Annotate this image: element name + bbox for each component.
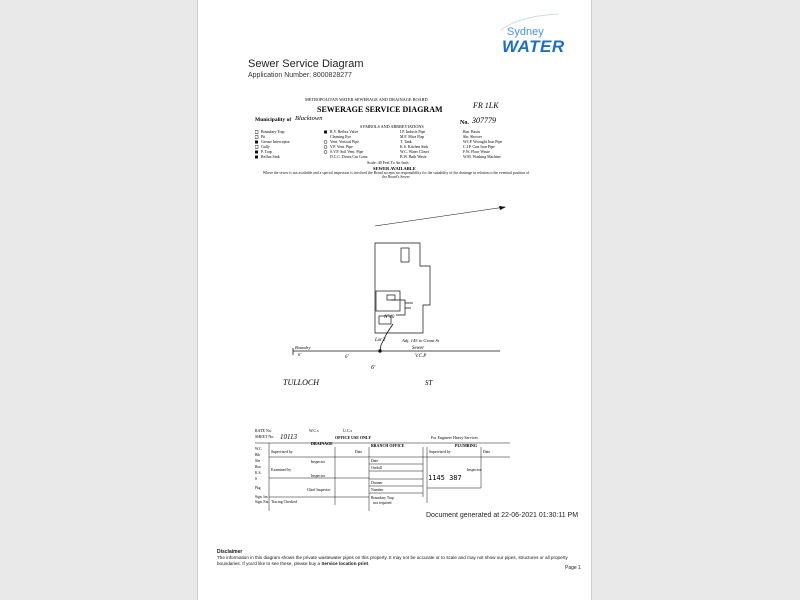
municipality-value: Blacktown xyxy=(295,115,323,122)
number-value: 307779 xyxy=(472,116,496,125)
row-label-8: Sign. Ent xyxy=(255,500,269,504)
row-label-0: W.C. xyxy=(255,447,263,451)
page-number: Page 1 xyxy=(565,565,581,571)
symbol-col2-1: Cleaning Eye xyxy=(330,135,352,139)
disclaimer-text: The information in this diagram shows the private wastewater pipes on this property. It may not be accurate or to scale and may not show our pipes, structures or all property boundaries. If you'd like to see these, please buy a Service location print. xyxy=(217,555,568,566)
branch-office: BRANCH OFFICE xyxy=(371,443,405,448)
number-label: No. xyxy=(460,120,469,126)
symbol-col1-0: Boundary Trap xyxy=(261,130,285,134)
lot-label: N°40 xyxy=(384,315,395,320)
logo-sydney-text: Sydney xyxy=(507,26,544,38)
symbol-col3-3: K.S. Kitchen Sink xyxy=(400,145,429,149)
row-label-6: Pkg xyxy=(255,486,261,490)
symbol-col3-5: B.W. Bath Waste xyxy=(400,155,427,159)
symbol-col3-0: I.P. Inducts Pipe xyxy=(400,130,426,134)
sewer-available: SEWER AVAILABLE xyxy=(373,166,416,171)
street-name: TULLOCH xyxy=(283,378,320,387)
adjoining-note: Adj. 145 to Grant St xyxy=(402,338,440,343)
logo-water-text: WATER xyxy=(502,37,565,56)
document-page xyxy=(197,0,592,600)
not-required-label: not required xyxy=(373,501,392,505)
generated-timestamp: Document generated at 22-06-2021 01:30:11 PM xyxy=(426,512,579,519)
symbol-col1-1: Pit xyxy=(261,135,266,139)
street-suffix: ST xyxy=(425,379,433,387)
handwritten-ref: FR 1LK xyxy=(473,101,499,110)
for-engineer: For Engineer Heavy Services xyxy=(431,435,478,440)
disclaimer-body: The information in this diagram shows the private wastewater pipes on this property. It may not be accurate or to scale and may not show our pipes, structures or all property boundaries. If you'd like to see these, please buy a xyxy=(217,555,568,566)
symbol-col4-5: W.M. Washing Machine xyxy=(463,155,501,159)
symbol-col2-0: R.V. Reflux Valve xyxy=(330,130,359,134)
branch-date: Date xyxy=(371,459,379,463)
number-row-label: Number xyxy=(371,488,384,492)
ucs-label: U.C.s xyxy=(343,428,353,433)
symbol-col3-4: W.C. Water Closet xyxy=(400,150,429,154)
symbol-col4-2: W.I.P. Wrought Iron Pipe xyxy=(463,140,503,144)
sheet-value: 10113 xyxy=(280,433,297,441)
diagram-heading: SEWERAGE SERVICE DIAGRAM xyxy=(317,105,443,114)
plumbing-inspector: Inspector xyxy=(467,468,482,472)
wcs-label: W.C.s xyxy=(309,428,319,433)
boundary-trap-label: Boundary Trap xyxy=(371,496,394,500)
symbol-col1-2: Grease Interceptor xyxy=(261,140,290,144)
tracing-checked: Tracing Checked xyxy=(271,500,297,504)
sydney-water-logo xyxy=(499,12,575,60)
drainage-heading: DRAINAGE xyxy=(311,441,333,446)
plumbing-supervised-by: Supervised by xyxy=(429,450,451,454)
supervised-by: Supervised by xyxy=(271,450,293,454)
stamp-number: 1145 387 xyxy=(428,474,462,482)
scanned-diagram xyxy=(255,93,535,513)
inspector-label-1: Inspector xyxy=(311,460,326,464)
sheet-label: SHEET No. xyxy=(255,434,275,439)
scale-text: Scale: 40 Feet To An Inch xyxy=(367,160,409,165)
north-arrow xyxy=(375,206,506,226)
boundary-label: Boundry xyxy=(295,345,311,350)
symbol-col2-4: S.V.P. Soil Vent. Pipe xyxy=(330,150,364,154)
page-title: Sewer Service Diagram xyxy=(248,58,364,70)
symbol-col2-2: Vent. Vertical Pipe xyxy=(330,140,359,144)
symbol-col1-3: Gully xyxy=(261,145,270,149)
sewer-main xyxy=(293,348,500,355)
notice-text: Where the sewer is not available and a special inspection is involved the Board accepts no responsibility for the suitability of the drainage in relation to the eventual position of the Board's Sewer xyxy=(262,171,530,180)
symbol-col4-0: Bsn. Basin xyxy=(463,130,480,134)
symbol-col1-5: Reflux Sink xyxy=(261,155,280,159)
symbol-col3-2: T. Tank xyxy=(400,140,412,144)
row-label-4: K.S. xyxy=(255,471,262,475)
office-use: OFFICE USE ONLY xyxy=(335,435,372,440)
row-label-3: Bsn xyxy=(255,465,261,469)
offset-mark: 6' xyxy=(371,365,376,371)
chief-inspector: Chief Inspector xyxy=(307,488,331,492)
boundary-offset: 6' xyxy=(298,352,302,357)
row-label-7: Sign. Ins xyxy=(255,495,268,499)
sewer-label: Sewer xyxy=(412,346,425,351)
board-name: METROPOLITAN WATER SEWERAGE AND DRAINAGE BOARD xyxy=(305,97,428,102)
drainer-label: Drainer xyxy=(371,481,383,485)
symbol-col4-4: F.W. Floor Waste xyxy=(463,150,490,154)
symbol-col4-1: Shr. Shower xyxy=(463,135,483,139)
office-table xyxy=(255,428,510,511)
date-label-1: Date xyxy=(355,450,363,454)
examined-by: Examined by xyxy=(271,468,292,472)
municipality-label: Municipality of xyxy=(255,117,292,123)
symbol-col4-3: C.I.P. Cast Iron Pipe xyxy=(463,145,495,149)
outfall-label: Outfall xyxy=(371,466,382,470)
row-label-2: Shr xyxy=(255,459,260,463)
plumbing-heading: PLUMBING xyxy=(455,443,477,448)
application-number: Application Number: 8000828277 xyxy=(248,72,352,79)
offset-label: 6' xyxy=(345,355,349,360)
lot-number: Lot 2 xyxy=(375,338,386,343)
symbol-col2-5: D.C.C. Down Cut Conn xyxy=(330,155,368,159)
row-label-1: Bth xyxy=(255,453,261,457)
plumbing-date: Date xyxy=(483,450,491,454)
pipe-label: V.C.P xyxy=(415,354,427,359)
symbol-col2-3: V.P. Vent. Pipe xyxy=(330,145,353,149)
notice-wrapper xyxy=(261,171,531,185)
disclaimer-title: Disclaimer xyxy=(217,549,243,555)
symbol-col3-1: M.F. Mica Flap xyxy=(400,135,425,139)
symbols-heading: SYMBOLS AND ABBREVIATIONS xyxy=(360,124,424,129)
service-location-link[interactable]: Service location print xyxy=(321,560,369,566)
inspector-label-2: Inspector xyxy=(311,474,326,478)
symbol-col1-4: P. Trap xyxy=(261,150,272,154)
row-label-5: S xyxy=(255,477,257,481)
rate-label: RATE No. xyxy=(255,428,272,433)
